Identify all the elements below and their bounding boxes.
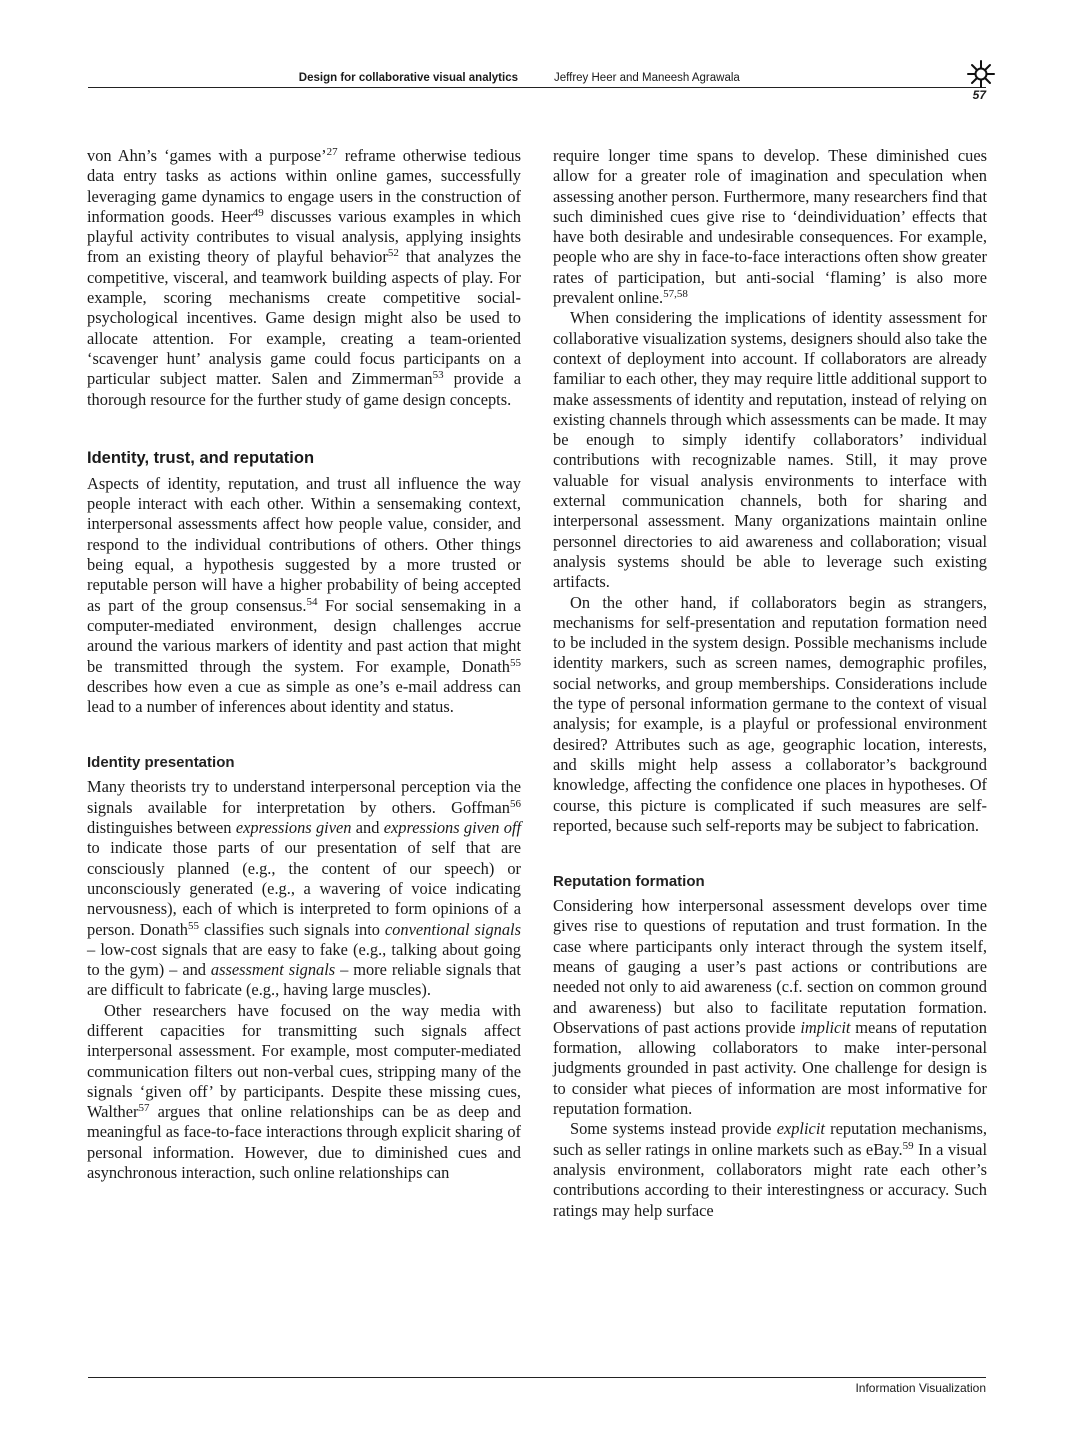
left-column (87, 146, 521, 1183)
running-header (88, 72, 986, 88)
header-rule (88, 87, 986, 88)
journal-title: Design for collaborative visual analytics (298, 72, 518, 84)
header-authors: Jeffrey Heer and Maneesh Agrawala (554, 72, 740, 84)
publisher-logo-icon (966, 59, 996, 89)
paragraph: Many theorists try to understand interpersonal perception via the signals available for interpretation by others. Goffman$^{56}$ distinguishes between expressions given and expressions given off to indicate those parts of our presentation of self that are consciously planned (e.g., the content of our speech) or unconsciously generated (e.g., a wavering of voice indicating nervousness), each of which is interpreted to form opinions of a person. Donath$^{55}$ classifies such signals into conventional signals – low-cost signals that are easy to fake (e.g., talking about going to the gym) – and assessment signals – more reliable signals that are difficult to fabricate (e.g., having large muscles). (87, 777, 522, 1000)
paragraph: Some systems instead provide explicit reputation mechanisms, such as seller ratings in online markets such as eBay.$^{59}$ In a visual analysis environment, collaborators might rate each other’s contributions according to their interestingness or accuracy. Such ratings may help surface (553, 1119, 987, 1220)
subsection-heading: Reputation formation (553, 873, 705, 891)
paragraph: require longer time spans to develop. These diminished cues allow for a greater role of imagination and speculation when assessing another person. Furthermore, many researchers find that such diminished cues give rise to ‘deindividuation’ effects that have both desirable and undesirable consequences. For example, people who are shy in face-to-face interactions often show greater rates of participation, but anti-social ‘flaming’ is also more prevalent online.$^{57,58}$ (553, 146, 987, 308)
subsection-heading: Identity presentation (87, 754, 235, 772)
right-column (553, 146, 987, 1221)
paragraph: Other researchers have focused on the way media with different capacities for transmitting such signals affect interpersonal assessment. For example, most computer-mediated communication filters out non-verbal cues, stripping many of the signals ‘given off’ by participants. Despite these missing cues, Walther$^{57}$ argues that online relationships can be as deep and meaningful as face-to-face interactions through explicit sharing of personal information. However, due to diminished cues and asynchronous interaction, such online relationships can (87, 1000, 521, 1183)
paragraph: On the other hand, if collaborators begin as strangers, mechanisms for self-presentation and reputation formation need to be included in the system design. Possible mechanisms include identity markers, such as screen names, demographic profiles, social networks, and group memberships. Considerations include the type of personal information germane to the context of visual analysis; for example, is a playful or professional environment desired? Attributes such as age, geographic location, interests, and skills might help assess a collaborator’s background knowledge, affecting the confidence one places in hypotheses. Of course, this picture is complicated if such measures are self-reported, because such self-reports may be subject to fabrication. (553, 592, 987, 835)
page-number: 57 (972, 88, 986, 102)
journal-name-footer: Information Visualization (855, 1381, 986, 1395)
paragraph: Aspects of identity, reputation, and trust all influence the way people interact with each other. Within a sensemaking context, interpersonal assessments affect how people value, consider, and respond to the individual contributions of others. Other things being equal, a hypothesis suggested by a more trusted or reputable person will have a higher probability of being accepted as part of the group consensus.$^{54}$ For social sensemaking in a computer-mediated environment, design challenges accrue around the various markers of identity and past action that might be transmitted through the system. For example, Donath$^{55}$ describes how even a cue as simple as one’s e-mail address can lead to a number of inferences about identity and status. (87, 473, 521, 717)
footer-rule (88, 1377, 986, 1378)
paragraph: Considering how interpersonal assessment develops over time gives rise to questions of reputation and trust formation. In the case where participants only interact through the system itself, means of gauging a user’s past actions or contributions are needed not only to aid awareness (c.f. section on common ground and awareness) but also to facilitate reputation formation. Observations of past actions provide implicit means of reputation formation, allowing collaborators to make inter-personal judgments grounded in past activity. One challenge for design is to consider what pieces of information are most informative for reputation formation. (553, 896, 987, 1119)
paragraph: von Ahn’s ‘games with a purpose’$^{27}$ reframe otherwise tedious data entry tasks as actions within online games, successfully leveraging game dynamics to engage users in the construction of information goods. Heer$^{49}$ discusses various examples in which playful activity contributes to visual analysis, applying insights from an existing theory of playful behavior$^{52}$ that analyzes the competitive, visceral, and teamwork building aspects of play. For example, scoring mechanisms create competitive social-psychological incentives. Game design might also be used to allocate attention. For example, creating a team-oriented ‘scavenger hunt’ analysis game could focus participants on a particular subject matter. Salen and Zimmerman$^{53}$ provide a thorough resource for the further study of game design concepts. (87, 146, 522, 409)
section-heading: Identity, trust, and reputation (87, 448, 315, 467)
paragraph: When considering the implications of identity assessment for collaborative visualization systems, designers should also take the context of deployment into account. If collaborators are already familiar to each other, they may require little additional support to make assessments of identity and reputation, instead of relying on existing channels through which assessments can be made. It may be enough to simply identify collaborators’ individual contributions with recognizable names. Still, it may prove valuable for visual analysis environments to interface with external communication channels, both for sharing and interpersonal assessment. Many organizations maintain online personnel directories to aid awareness and collaboration; visual analysis systems should be able to leverage such existing artifacts. (553, 308, 987, 592)
